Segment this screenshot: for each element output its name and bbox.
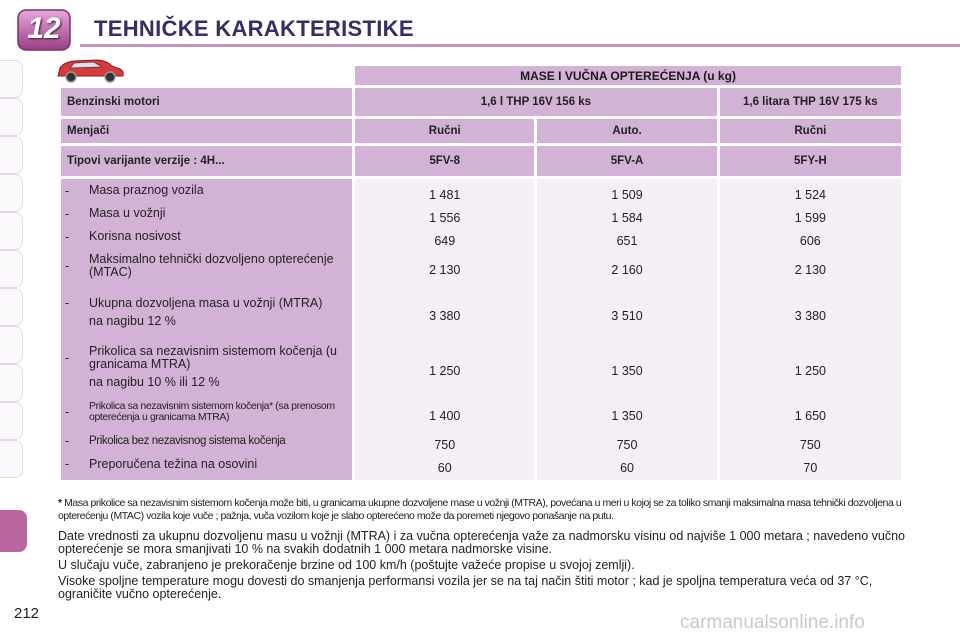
paragraph: Date vrednosti za ukupnu dozvoljenu masu u vožnji (MTRA) i za vučna opterećenja važe za nadmorsku visinu od najviše 1 000 metara ; navedeno vučno opterećenje se mora smanjivati 10 % na svakih dodatnih 1 000 metara nadmorske visine.	[58, 529, 905, 556]
paragraph: U slučaju vuče, zabranjeno je prekoračenje brzine od 100 km/h (poštujte važeće propise u svojoj zemlji).	[58, 558, 635, 572]
chapter-number: 12	[27, 12, 61, 45]
watermark: carmanualsonline.info	[680, 612, 865, 633]
paragraph: Visoke spoljne temperature mogu dovesti do smanjenja performansi vozila jer se na taj način štiti motor ; kad je spoljna temperatura veća od 37 °C, ograničite vučno opterećenje.	[58, 574, 873, 601]
values-column-1: 1 481 1 556 649 2 130 3 380 1 250 1 400 750 60	[355, 179, 534, 480]
values-column-3: 1 524 1 599 606 2 130 3 380 1 250 1 650 750 70	[720, 179, 901, 480]
footnote: * Masa prikolice sa nezavisnim sistemom kočenja može biti, u granicama ukupne dozvoljene mase u vožnji (MTRA), povećana u meri u kojoj se za toliko smanji maksimalna masa tehnički dozvoljena u opterećenju (MTAC) vozila koje vuče ; pažnja, vuča vozilom koje je slabo opterećeno može da poremeti njegovo ponašanje na putu.	[58, 497, 902, 522]
thumb-tab[interactable]	[0, 98, 23, 136]
table-row: - Korisna nosivost	[65, 229, 181, 244]
values-column-2: 1 509 1 584 651 2 160 3 510 1 350 1 350 750 60	[537, 179, 716, 480]
title-divider	[80, 44, 960, 47]
thumb-tab[interactable]	[0, 136, 23, 174]
thumb-tab[interactable]	[0, 174, 23, 212]
thumb-tab-active[interactable]	[0, 510, 27, 552]
row-labels	[61, 179, 352, 480]
gearbox-value: Auto.	[537, 119, 716, 143]
engine-1: 1,6 l THP 16V 156 ks	[355, 88, 717, 116]
table-row: - Masa u vožnji	[65, 206, 166, 221]
table-row: - Prikolica sa nezavisnim sistemom kočenja* (sa prenosom opterećenja u granicama MTRA)	[65, 400, 335, 423]
gearbox-label: Menjači	[61, 119, 352, 143]
thumb-tab[interactable]	[0, 250, 23, 288]
engines-label: Benzinski motori	[61, 88, 352, 116]
table-row: - Maksimalno tehnički dozvoljeno opterećenje (MTAC)	[65, 252, 334, 279]
page-number: 212	[14, 605, 40, 622]
page-title: TEHNIČKE KARAKTERISTIKE	[94, 16, 414, 41]
thumb-tab[interactable]	[0, 212, 23, 250]
gearbox-value: Ručni	[355, 119, 534, 143]
engine-2: 1,6 litara THP 16V 175 ks	[720, 88, 901, 116]
thumb-tab[interactable]	[0, 402, 23, 440]
thumb-tab[interactable]	[0, 440, 23, 478]
thumb-index	[0, 60, 24, 560]
table-caption: MASE I VUČNA OPTEREĆENJA (u kg)	[355, 66, 901, 85]
variant-code: 5FV-8	[355, 146, 534, 176]
thumb-tab[interactable]	[0, 364, 23, 402]
variants-label: Tipovi varijante verzije : 4H...	[61, 146, 352, 176]
footnote-text: Masa prikolice sa nezavisnim sistemom kočenja može biti, u granicama ukupne dozvoljene mase u vožnji (MTRA), povećana u meri u kojoj se za toliko smanji maksimalna masa tehnički dozvoljena u opterećenju (MTAC) vozila koje vuče ; pažnja, vuča vozilom koje je slabo opterećeno može da poremeti njegovo ponašanje na putu.	[58, 497, 902, 522]
thumb-tab[interactable]	[0, 288, 23, 326]
table-row: - Ukupna dozvoljena masa u vožnji (MTRA) na nagibu 12 %	[65, 295, 323, 328]
thumb-tab[interactable]	[0, 326, 23, 364]
gearbox-value: Ručni	[720, 119, 901, 143]
table-row: - Prikolica bez nezavisnog sistema kočenja	[65, 434, 286, 448]
table-row: - Preporučena težina na osovini	[65, 456, 258, 471]
table-row: - Prikolica sa nezavisnim sistemom kočenja (u granicama MTRA) na nagibu 10 % ili 12 %	[65, 344, 338, 389]
thumb-tab[interactable]	[0, 60, 23, 98]
variant-code: 5FY-H	[720, 146, 901, 176]
variant-code: 5FV-A	[537, 146, 716, 176]
mass-spec-table	[58, 63, 904, 483]
table-row: - Masa praznog vozila	[65, 183, 204, 198]
